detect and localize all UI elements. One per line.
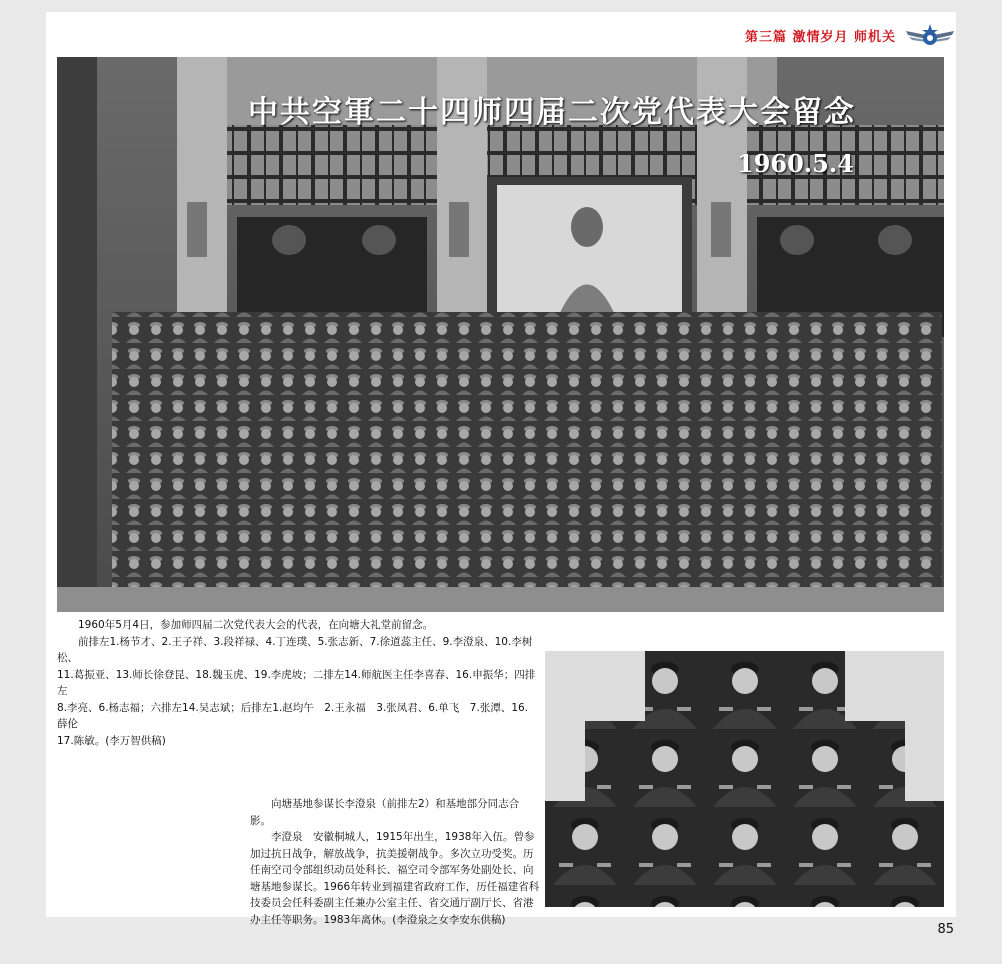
photo-date-text: 1960.5.4 (737, 149, 854, 178)
caption-line: 1960年5月4日，参加师四届二次党代表大会的代表，在向塘大礼堂前留念。 (78, 619, 434, 631)
caption-line: 11.葛振亚、13.师长徐登昆、18.魏玉虎、19.李虎坡；二排左14.师航医主任李喜春、16.申振华；四排左 (57, 668, 536, 697)
caption-body: 李澄泉 安徽桐城人，1915年出生，1938年入伍。曾参加过抗日战争，解放战争，抗美援朝战争。多次立功受奖。历任南空司令部组织动员处科长、福空司令部军务处副处长、向塘基地参谋长。1966年转业到福建省政府工作，历任福建省科技委员会任科委副主任兼办公室主任、省交通厅副厅长、省港办主任等职务。1983年离休。(李澄泉之女李安东供稿) (250, 831, 540, 926)
main-photo-caption (57, 617, 537, 749)
page-number: 85 (937, 922, 954, 937)
group-photo-second-image (545, 651, 944, 907)
caption-line: 8.李亮、6.杨志福；六排左14.吴志斌；后排左1.赵均午 2.王永福 3.张凤君、6.单飞 7.张潭、16.薛伦 (57, 701, 529, 730)
caption-line: 前排左1.杨节才、2.王子祥、3.段祥禄、4.丁连璞、5.张志新、7.徐道蕊主任、9.李澄泉、10.李树松、 (57, 635, 533, 664)
caption-line: 17.陈敏。(李万智供稿) (57, 734, 166, 747)
group-photo-image (57, 57, 944, 612)
photo-banner-text: 中共空軍二十四师四届二次党代表大会留念 (248, 95, 856, 130)
group-photo-main (57, 57, 944, 612)
group-photo-second (545, 651, 944, 907)
page-header (745, 22, 956, 48)
second-photo-caption (250, 796, 540, 928)
air-force-wings-emblem-icon (904, 22, 956, 48)
section-title: 第三篇 激情岁月 师机关 (744, 29, 896, 45)
caption-title: 向塘基地参谋长李澄泉（前排左2）和基地部分同志合影。 (250, 798, 520, 827)
